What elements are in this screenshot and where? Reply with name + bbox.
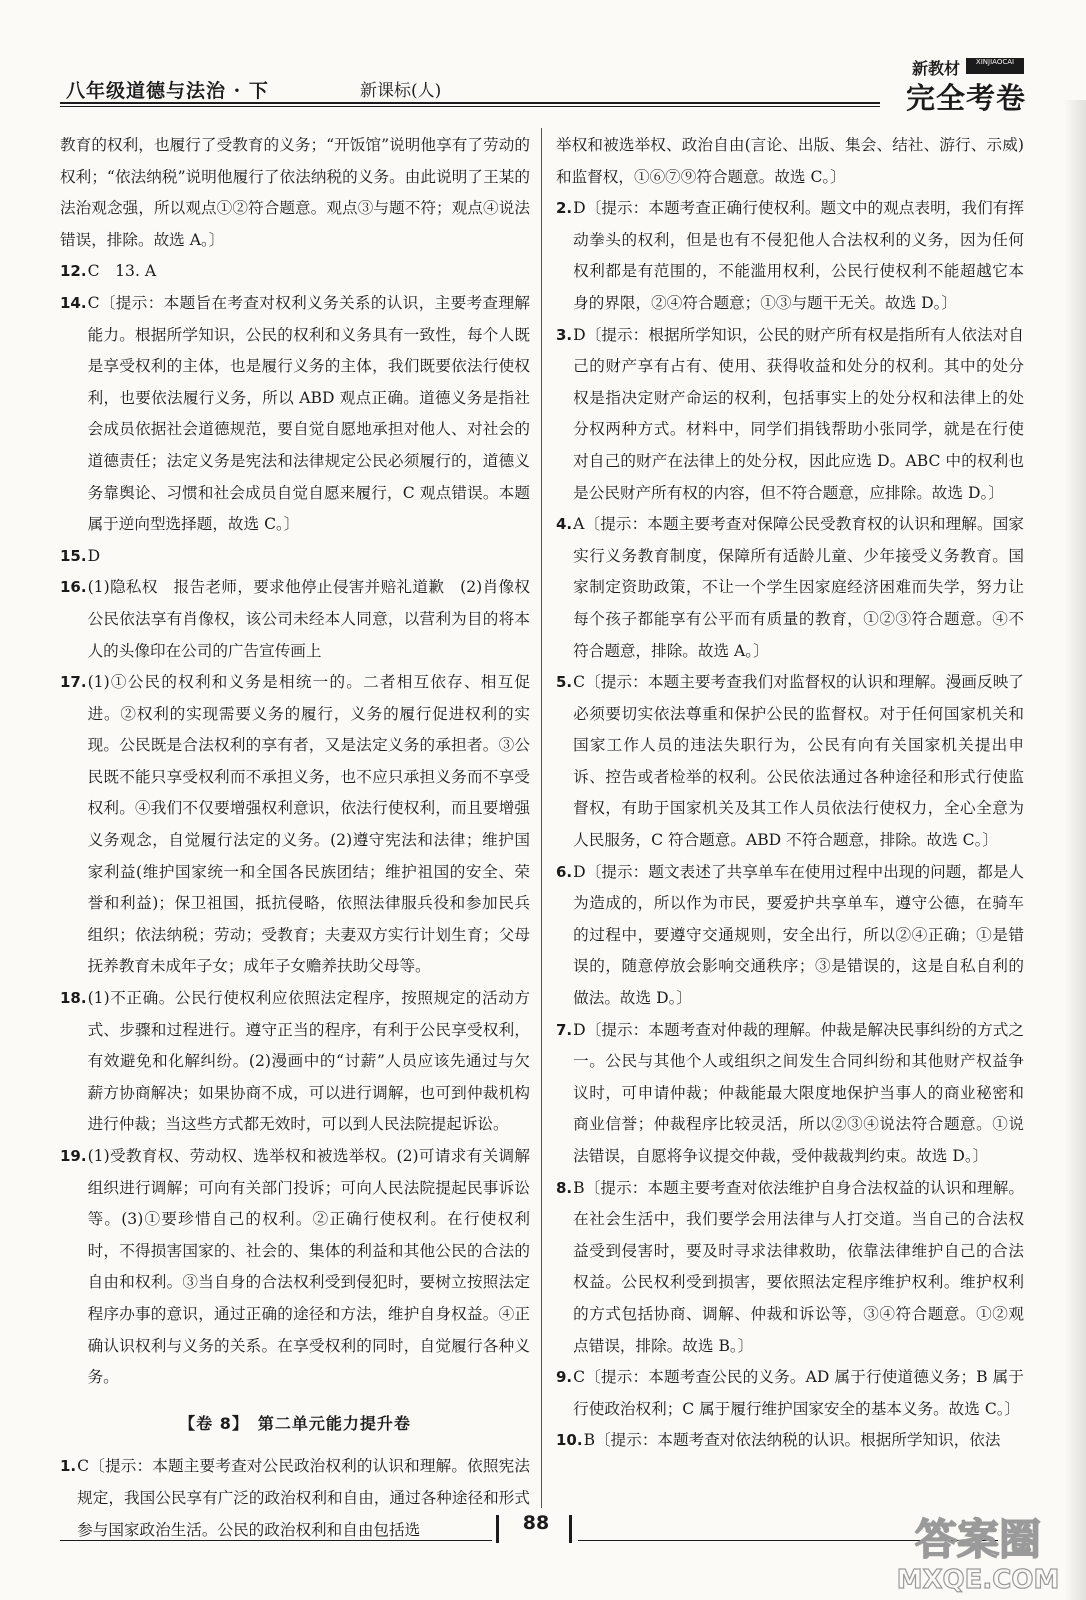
answer-item — [556, 320, 1024, 510]
brand-subtitle: 新教材 — [911, 59, 960, 78]
answer-item — [556, 667, 1024, 857]
column-divider — [541, 128, 542, 1508]
answer-number: 5. — [556, 673, 573, 692]
answer-text: C〔提示：本题旨在考查对权利义务关系的认识，主要考查理解能力。根据所学知识，公民的权利和义务具有一致性，每个人既是享受权利的主体，也是履行义务的主体，我们既要依法行使权利，也要依法履行义务，所以 ABD 观点正确。道德义务是指社会成员依据社会道德规范，要自觉自愿地承担对他人、对社会的道德责任；法定义务是宪法和法律规定公民必须履行的，道德义务靠舆论、习惯和社会成员自觉自愿来履行，C 观点错误。本题属于逆向型选择题，故选 C。〕 — [87, 293, 530, 534]
answer-text: D〔提示：题文表述了共享单车在使用过程中出现的问题，都是人为造成的，所以作为市民，要爱护共享单车，遵守公德，在骑车的过程中，要遵守交通规则，安全出行，所以②④正确；①是错误的，随意停放会影响交通秩序；③是错误的，这是自私自利的做法。故选 D。〕 — [573, 862, 1024, 1008]
answer-text: D — [87, 546, 101, 565]
answer-item — [60, 572, 546, 667]
answer-item — [60, 983, 530, 1141]
watermark-logo — [878, 1508, 1074, 1594]
header-rule — [60, 102, 880, 104]
curriculum-standard: 新课标(人) — [360, 81, 442, 101]
answer-number: 16. — [60, 578, 87, 597]
answer-number: 10. — [556, 1431, 583, 1450]
watermark-text: 答案圈 — [914, 1515, 1042, 1564]
answer-item — [556, 509, 1024, 667]
footer-rule-left — [60, 1540, 492, 1541]
right-answer-list — [556, 193, 1024, 1457]
answer-item — [60, 288, 530, 541]
answer-number: 12. — [60, 262, 87, 281]
brand-tag: XINJIAOCAI — [966, 58, 1024, 74]
answer-item — [556, 1425, 1024, 1457]
header-rule-thin — [60, 106, 880, 107]
answer-number: 2. — [556, 199, 573, 218]
answer-item — [60, 256, 530, 288]
answer-text: (1)①公民的权利和义务是相统一的。二者相互依存、相互促进。②权利的实现需要义务的履行，义务的履行促进权利的实现。公民既是合法权利的享有者，又是法定义务的承担者。③公民既不能只享受权利而不承担义务，也不应只承担义务而不享受权利。④我们不仅要增强权利意识，依法行使权利，而且要增强义务观念，自觉履行法定的义务。(2)遵守宪法和法律；维护国家利益(维护国家统一和全国各民族团结；维护祖国的安全、荣誉和利益)；保卫祖国，抵抗侵略，依照法律服兵役和参加民兵组织；依法纳税；劳动；受教育；夫妻双方实行计划生育；父母抚养教育未成年子女；成年子女赡养扶助父母等。 — [87, 673, 530, 976]
answer-number: 18. — [60, 989, 87, 1008]
section-answer-list — [60, 1451, 530, 1546]
answer-number: 15. — [60, 546, 87, 565]
page-edge-shadow — [1064, 100, 1086, 1600]
section-title: 【卷 8】 第二单元能力提升卷 — [179, 1413, 411, 1433]
answer-item — [60, 667, 530, 983]
answer-number: 14. — [60, 293, 87, 312]
answer-text: B〔提示：本题考查对依法纳税的认识。根据所学知识，依法 — [583, 1431, 1001, 1450]
brand-logo: 完全考卷 — [905, 81, 1026, 115]
answer-number: 19. — [60, 1147, 87, 1165]
answer-text: C〔提示：本题主要考查对公民政治权利的认识和理解。依照宪法规定，我国公民享有广泛的政治权利和自由，通过各种途径和形式参与国家政治生活。公民的政治权利和自由包括选 — [77, 1457, 530, 1539]
answer-item — [556, 1015, 1024, 1173]
answer-number: 17. — [60, 673, 87, 692]
answer-number: 9. — [556, 1368, 573, 1387]
answer-text: C〔提示：本题主要考查我们对监督权的认识和理解。漫画反映了必须要切实依法尊重和保护公民的监督权。对于任何国家机关和国家工作人员的违法失职行为，公民有向有关国家机关提出申诉、控告或者检举的权利。公民依法通过各种途径和形式行使监督权，有助于国家机关及其工作人员依法行使权力，全心全意为人民服务，C 符合题意。ABD 不符合题意，排除。故选 C。〕 — [573, 673, 1024, 850]
answer-number: 6. — [556, 862, 573, 881]
answer-item — [60, 541, 530, 573]
right-intro-paragraph: 举权和被选举权、政治自由(言论、出版、集会、结社、游行、示威)和监督权，①⑥⑦⑨符合题意。故选 C。〕 — [556, 136, 1024, 186]
answer-number: 1. — [60, 1457, 77, 1476]
book-title: 八年级道德与法治 · 下 — [66, 80, 269, 102]
answer-text: (1)不正确。公民行使权利应依照法定程序，按照规定的活动方式、步骤和过程进行。遵守正当的程序，有利于公民享受权利，有效避免和化解纠纷。(2)漫画中的“讨薪”人员应该先通过与欠薪方协商解决；如果协商不成，可以进行调解，也可到仲裁机构进行仲裁；当这些方式都无效时，可以到人民法院提起诉讼。 — [87, 989, 530, 1134]
answer-item — [556, 857, 1024, 1015]
page-number: 88 — [522, 1512, 550, 1534]
left-intro-paragraph: 教育的权利，也履行了受教育的义务；“开饭馆”说明他享有了劳动的权利；“依法纳税”说明他履行了依法纳税的义务。由此说明了王某的法治观念强，所以观点①②符合题意。观点③与题不符；观点④说法错误，排除。故选 A。〕 — [60, 136, 530, 249]
answer-text: B〔提示：本题主要考查对依法维护自身合法权益的认识和理解。在社会生活中，我们要学会用法律与人打交道。当自己的合法权益受到侵害时，要及时寻求法律救助，依靠法律维护自己的合法权益。公民权利受到损害，要依照法定程序维护权利。维护权利的方式包括协商、调解、仲裁和诉讼等，③④符合题意。①②观点错误，排除。故选 B。〕 — [573, 1178, 1024, 1355]
answer-text: (1)受教育权、劳动权、选举权和被选举权。(2)可请求有关调解组织进行调解；可向有关部门投诉；可向人民法院提起民事诉讼等。(3)①要珍惜自己的权利。②正确行使权利。在行使权利时，不得损害国家的、社会的、集体的利益和其他公民的合法的自由和权利。③当自身的合法权利受到侵犯时，要树立按照法定程序办事的意识，通过正确的途径和方法，维护自身权益。④正确认识权利与义务的关系。在享受权利的同时，自觉履行各种义务。 — [87, 1147, 530, 1387]
answer-text: C〔提示：本题考查公民的义务。AD 属于行使道德义务；B 属于行使政治权利；C 属于履行维护国家安全的基本义务。故选 C。〕 — [573, 1368, 1024, 1418]
answer-text: A〔提示：本题主要考查对保障公民受教育权的认识和理解。国家实行义务教育制度，保障所有适龄儿童、少年接受义务教育。国家制定资助政策，不让一个学生因家庭经济困难而失学，努力让每个孩子都能享有公平而有质量的教育，①②③符合题意。④不符合题意，排除。故选 A。〕 — [573, 515, 1024, 660]
answer-number: 8. — [556, 1178, 573, 1197]
answer-item — [556, 1362, 1024, 1425]
answer-text: D〔提示：根据所学知识，公民的财产所有权是指所有人依法对自己的财产享有占有、使用、获得收益和处分的权利。其中的处分权是指决定财产命运的权利，包括事实上的处分权和法律上的处分权两种方式。材料中，同学们捐钱帮助小张同学，就是在行使对自己的财产在法律上的处分权，因此应选 D。ABC 中的权利也是公民财产所有权的内容，但不符合题意，应排除。故选 D。〕 — [573, 325, 1024, 502]
answer-number: 4. — [556, 515, 573, 534]
answer-number: 7. — [556, 1020, 573, 1039]
right-column — [556, 130, 1024, 1457]
footer-bar-left — [496, 1515, 499, 1543]
answer-text: D〔提示：本题考查对仲裁的理解。仲裁是解决民事纠纷的方式之一。公民与其他个人或组织之间发生合同纠纷和其他财产权益争议时，可申请仲裁；仲裁能最大限度地保护当事人的商业秘密和商业信誉；仲裁程序比较灵活，所以②③④说法符合题意。①说法错误，自愿将争议提交仲裁，受仲裁裁判约束。故选 D。〕 — [573, 1020, 1024, 1165]
watermark-url: MXQE.COM — [896, 1565, 1060, 1594]
answer-text: (1)隐私权 报告老师，要求他停止侵害并赔礼道歉 (2)肖像权 公民依法享有肖像权，该公司未经本人同意，以营利为目的将本人的头像印在公司的广告宣传画上 — [87, 578, 546, 660]
answer-item — [556, 193, 1024, 319]
answer-text: D〔提示：本题考查正确行使权利。题文中的观点表明，我们有挥动拳头的权利，但是也有不侵犯他人合法权利的义务，因为任何权利都是有范围的，不能滥用权利，公民行使权利不能超越它本身的界限，②④符合题意；①③与题干无关。故选 D。〕 — [573, 199, 1024, 312]
answer-number: 3. — [556, 325, 573, 344]
answer-text: C 13. A — [87, 262, 157, 281]
left-answer-list — [60, 256, 546, 1393]
footer-bar-right — [569, 1515, 572, 1543]
answer-item — [556, 1173, 1024, 1363]
answer-item — [60, 1451, 530, 1546]
answer-item — [60, 1141, 530, 1394]
